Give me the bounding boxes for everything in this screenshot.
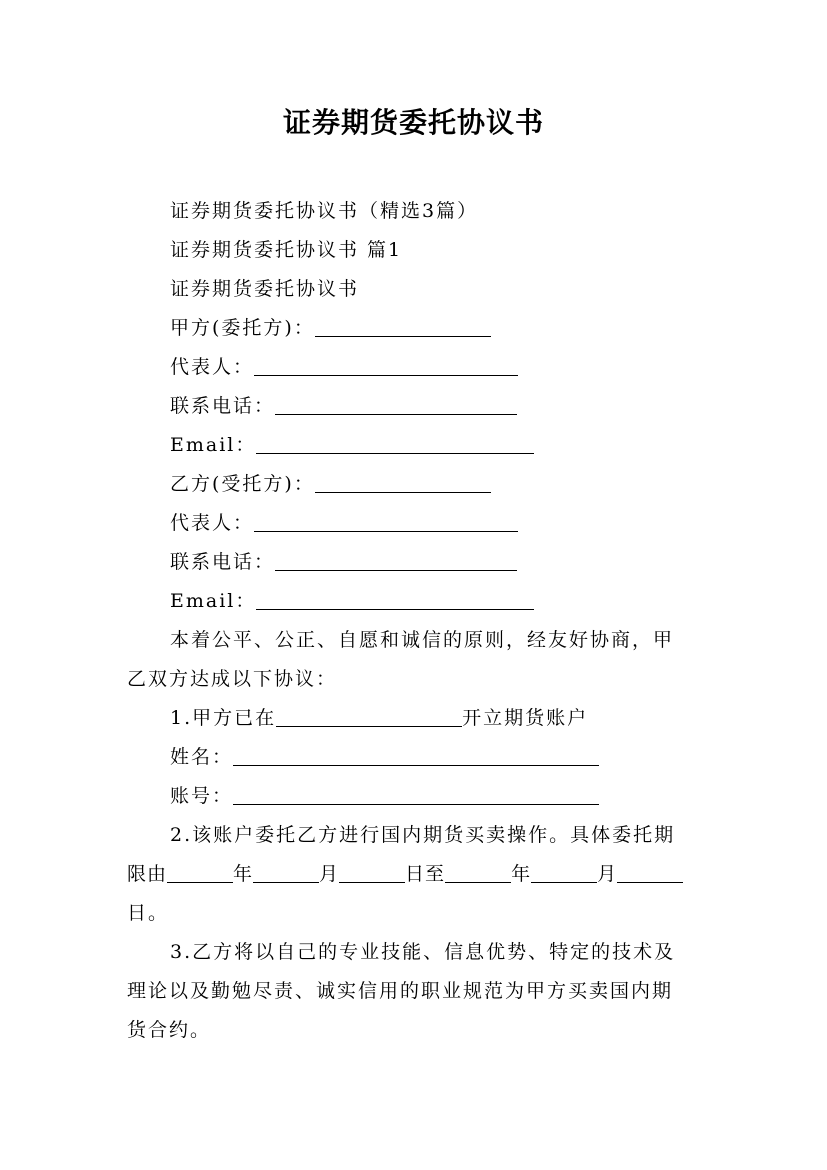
party-b-blank[interactable] [315,472,491,493]
start-month-blank[interactable] [253,862,319,883]
rep-a-blank[interactable] [254,355,518,376]
month-label-2: 月 [597,863,618,885]
clause-2-line-3: 日。 [127,902,170,924]
email-b-label: Email： [170,590,257,612]
rep-a-line [170,354,518,380]
tel-a-line [170,393,517,419]
email-a-line [170,432,534,458]
year-label-2: 年 [511,863,532,885]
start-day-blank[interactable] [339,862,405,883]
party-b-label: 乙方(受托方)： [170,473,315,495]
account-label: 账号： [170,785,234,807]
intro-paragraph-line-2: 乙双方达成以下协议： [127,668,338,690]
name-blank[interactable] [233,745,599,766]
year-label-1: 年 [233,863,254,885]
email-b-blank[interactable] [256,589,534,610]
clause-1-text: 1.甲方已在 [170,707,277,729]
day-to-label: 日至 [405,863,446,885]
subtitle-line: 证券期货委托协议书（精选3篇） [170,200,479,222]
email-b-line [170,588,534,614]
clause-1-blank[interactable] [276,706,462,727]
party-a-line [170,315,491,341]
clause-3-line-3: 货合约。 [127,1019,212,1041]
clause-1-text-end: 开立期货账户 [462,707,589,729]
account-blank[interactable] [233,784,599,805]
email-a-blank[interactable] [256,433,534,454]
article-heading: 证券期货委托协议书 篇1 [170,239,403,261]
party-b-line [170,471,491,497]
end-year-blank[interactable] [445,862,511,883]
party-a-blank[interactable] [315,316,491,337]
clause-2-line-1: 2.该账户委托乙方进行国内期货买卖操作。具体委托期 [170,824,676,846]
document-title: 证券期货委托协议书 [282,106,544,139]
tel-a-blank[interactable] [275,394,517,415]
party-a-label: 甲方(委托方)： [170,317,315,339]
end-month-blank[interactable] [531,862,597,883]
account-line [170,783,599,809]
clause-3-line-2: 理论以及勤勉尽责、诚实信用的职业规范为甲方买卖国内期 [127,980,674,1002]
rep-a-label: 代表人： [170,356,255,378]
tel-b-line [170,549,517,575]
clause-1-line [170,705,588,731]
period-label: 限由 [127,863,168,885]
rep-b-label: 代表人： [170,512,255,534]
tel-b-blank[interactable] [275,550,517,571]
name-label: 姓名： [170,746,234,768]
email-a-label: Email： [170,434,257,456]
rep-b-blank[interactable] [254,511,518,532]
month-label-1: 月 [319,863,340,885]
name-line [170,744,599,770]
clause-2-line-2 [127,861,683,887]
tel-a-label: 联系电话： [170,395,276,417]
tel-b-label: 联系电话： [170,551,276,573]
start-year-blank[interactable] [167,862,233,883]
end-day-blank[interactable] [617,862,683,883]
agreement-title-line: 证券期货委托协议书 [170,278,360,300]
rep-b-line [170,510,518,536]
intro-paragraph-line-1: 本着公平、公正、自愿和诚信的原则，经友好协商，甲 [170,629,675,651]
clause-3-line-1: 3.乙方将以自己的专业技能、信息优势、特定的技术及 [170,941,676,963]
